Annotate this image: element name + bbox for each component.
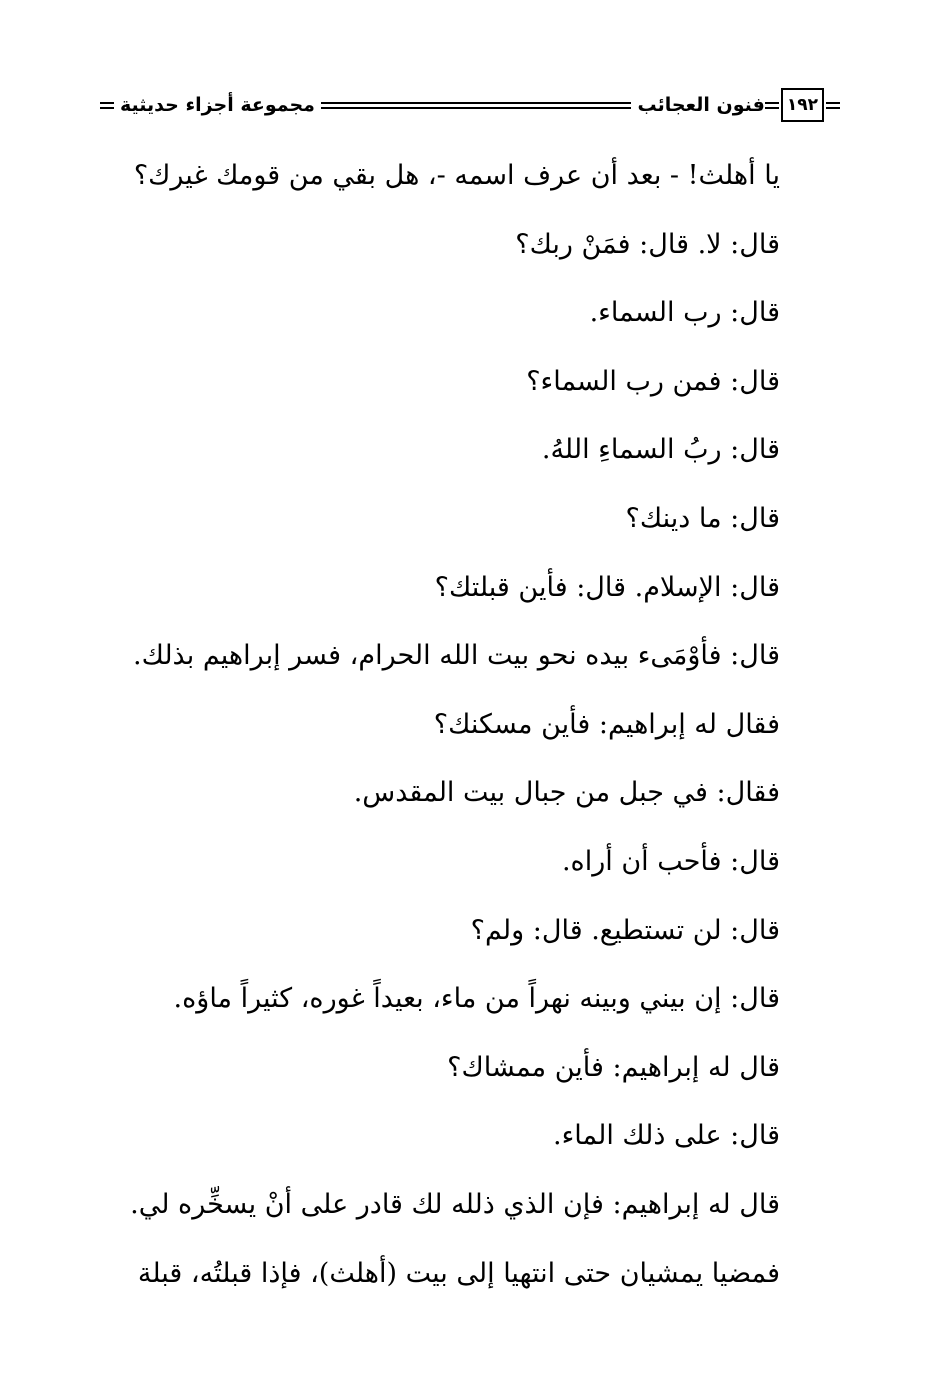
text-line: قال: ما دينك؟ (625, 502, 780, 534)
running-header (100, 84, 840, 126)
header-rule-right (826, 102, 840, 109)
header-rule-separator (765, 102, 779, 109)
text-line: قال: فمن رب السماء؟ (526, 365, 780, 397)
text-line: فقال: في جبل من جبال بيت المقدس. (353, 777, 780, 809)
book-title: فنون العجائب (637, 94, 765, 116)
collection-title: مجموعة أجزاء حديثية (120, 94, 315, 116)
text-line: قال: رب السماء. (589, 297, 780, 329)
text-line: قال: فأوْمَىء بيده نحو بيت الله الحرام، فسر إبراهيم بذلك. (132, 640, 780, 672)
text-line: يا أهلث! - بعد أن عرف اسمه -، هل بقي من قومك غيرك؟ (133, 160, 780, 191)
text-line: فقال له إبراهيم: فأين مسكنك؟ (433, 708, 780, 740)
text-line: فمضيا يمشيان حتى انتهيا إلى بيت (أهلث)، فإذا قبلتُه، قبلة (137, 1257, 780, 1289)
header-rule-left (100, 102, 114, 109)
page-number: ١٩٢ (781, 88, 824, 122)
text-line: قال له إبراهيم: فإن الذي ذلله لك قادر على أنْ يسخِّره لي. (130, 1188, 780, 1220)
text-line: قال: إن بيني وبينه نهراً من ماء، بعيداً غوره، كثيراً ماؤه. (173, 983, 780, 1015)
text-line: قال: الإسلام. قال: فأين قبلتك؟ (434, 571, 780, 603)
text-line: قال: على ذلك الماء. (553, 1120, 780, 1152)
text-line: قال: ربُ السماءِ اللهُ. (541, 434, 780, 466)
text-line: قال: فأحب أن أراه. (561, 845, 780, 877)
header-rule-middle (321, 102, 632, 109)
text-line: قال: لا. قال: فمَنْ ربك؟ (515, 228, 780, 260)
page-body (100, 150, 780, 1316)
text-line: قال: لن تستطيع. قال: ولم؟ (470, 914, 780, 946)
text-line: قال له إبراهيم: فأين ممشاك؟ (447, 1051, 780, 1083)
